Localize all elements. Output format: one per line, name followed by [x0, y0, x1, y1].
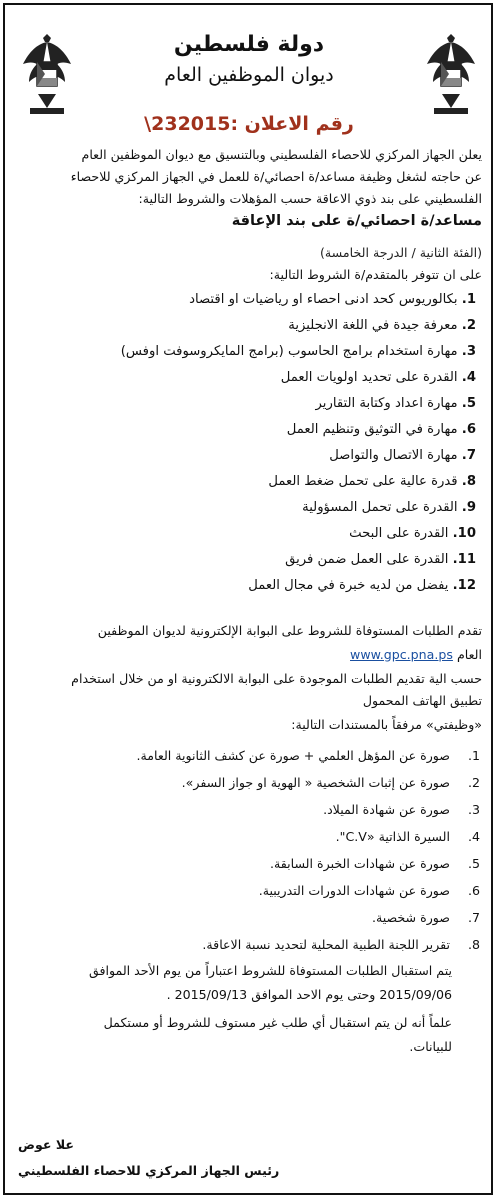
list-item	[20, 446, 476, 466]
item-number: 12.	[452, 578, 476, 593]
item-number: 10.	[452, 526, 476, 541]
list-item	[20, 316, 476, 336]
apply-line-5: «وظيفتي» مرفقاً بالمستندات التالية:	[291, 717, 482, 732]
item-number: 11.	[452, 552, 476, 567]
apply-line-4: تطبيق الهاتف المحمول	[362, 693, 482, 708]
apply-line-1: تقدم الطلبات المستوفاة للشروط على البوابة الإلكترونية لديوان الموظفين	[97, 623, 482, 638]
list-item	[20, 290, 476, 310]
dates-line-1: يتم استقبال الطلبات المستوفاة للشروط اعتباراً من يوم الأحد الموافق	[89, 963, 452, 978]
list-item	[20, 576, 476, 596]
note-line-2: للبيانات.	[409, 1039, 452, 1054]
job-title: مساعد/ة احصائي/ة على بند الإعاقة	[231, 213, 482, 229]
ad-number-year: 2015\	[144, 113, 231, 135]
intro-line-2: عن حاجته لشغل وظيفة مساعد/ة احصائي/ة للعمل في الجهاز المركزي للاحصاء	[70, 169, 482, 184]
item-text: القدرة على العمل ضمن فريق	[285, 552, 449, 567]
item-text: صورة عن شهادة الميلاد.	[323, 802, 450, 817]
signatory-name: علا عوض	[18, 1137, 74, 1152]
list-item	[20, 342, 476, 362]
item-number: 7.	[461, 448, 476, 463]
intro-line-1: يعلن الجهاز المركزي للاحصاء الفلسطيني وبالتنسيق مع ديوان الموظفين العام	[81, 147, 482, 162]
intro-line-3: الفلسطيني على بند ذوي الاعاقة حسب المؤهلات والشروط التالية:	[138, 191, 482, 206]
item-number: 6.	[467, 883, 480, 898]
item-text: معرفة جيدة في اللغة الانجليزية	[288, 318, 458, 333]
item-number: 4.	[467, 829, 480, 844]
item-text: صورة شخصية.	[371, 910, 450, 925]
signatory-title: رئيس الجهاز المركزي للاحصاء الفلسطيني	[18, 1163, 280, 1178]
item-number: 9.	[461, 500, 476, 515]
item-number: 4.	[461, 370, 476, 385]
item-number: 5.	[467, 856, 480, 871]
item-text: مهارة في التوثيق وتنظيم العمل	[286, 422, 458, 437]
grade: (الفئة الثانية / الدرجة الخامسة)	[320, 245, 482, 260]
apply-line-2	[14, 646, 482, 664]
item-text: قدرة عالية على تحمل ضغط العمل	[268, 474, 458, 489]
item-number: 1.	[467, 748, 480, 763]
list-item	[20, 550, 476, 570]
list-item	[20, 368, 476, 388]
item-text: صورة عن شهادات الدورات التدريبية.	[258, 883, 450, 898]
item-number: 6.	[461, 422, 476, 437]
apply-line-2-prefix: العام	[456, 647, 482, 662]
note-line-1: علماً أنه لن يتم استقبال أي طلب غير مستوف للشروط أو مستكمل	[103, 1015, 452, 1030]
item-text: بكالوريوس كحد ادنى احصاء او رياضيات او اقتصاد	[189, 292, 458, 307]
list-item	[20, 498, 476, 518]
list-item	[20, 420, 476, 440]
item-text: مهارة استخدام برامج الحاسوب (برامج المايكروسوفت اوفس)	[120, 344, 458, 359]
item-number: 1.	[461, 292, 476, 307]
item-number: 3.	[467, 802, 480, 817]
item-text: القدرة على تحمل المسؤولية	[302, 500, 458, 515]
list-item	[20, 524, 476, 544]
item-number: 8.	[467, 937, 480, 952]
country-title: دولة فلسطين	[173, 32, 325, 57]
item-text: القدرة على البحث	[349, 526, 449, 541]
item-text: صورة عن إثبات الشخصية « الهوية او جواز السفر».	[181, 775, 450, 790]
item-text: السيرة الذاتية «C.V".	[335, 829, 450, 844]
item-text: صورة عن شهادات الخبرة السابقة.	[269, 856, 450, 871]
apply-line-3: حسب الية تقديم الطلبات الموجودة على البوابة الالكترونية او من خلال استخدام	[71, 671, 482, 686]
item-text: تقرير اللجنة الطبية المحلية لتحديد نسبة الاعاقة.	[202, 937, 450, 952]
list-item	[20, 394, 476, 414]
ad-number	[0, 113, 498, 135]
item-number: 2.	[467, 775, 480, 790]
item-text: القدرة على تحديد اولويات العمل	[280, 370, 458, 385]
list-item	[20, 472, 476, 492]
item-text: مهارة الاتصال والتواصل	[329, 448, 458, 463]
item-number: 3.	[461, 344, 476, 359]
item-number: 2.	[461, 318, 476, 333]
conditions-intro: على ان تتوفر بالمتقدم/ة الشروط التالية:	[269, 267, 482, 282]
item-number: 5.	[461, 396, 476, 411]
ad-number-label: رقم الاعلان :23	[151, 113, 354, 135]
item-number: 7.	[467, 910, 480, 925]
item-number: 8.	[461, 474, 476, 489]
item-text: صورة عن المؤهل العلمي + صورة عن كشف الثانوية العامة.	[136, 748, 450, 763]
bureau-title: ديوان الموظفين العام	[164, 64, 334, 86]
item-text: يفضل من لديه خبرة في مجال العمل	[248, 578, 449, 593]
item-text: مهارة اعداد وكتابة التقارير	[315, 396, 458, 411]
portal-link[interactable]: www.gpc.pna.ps	[350, 647, 453, 662]
dates-line-2: 2015/09/06 وحتى يوم الاحد الموافق 2015/09/13 .	[166, 987, 452, 1002]
